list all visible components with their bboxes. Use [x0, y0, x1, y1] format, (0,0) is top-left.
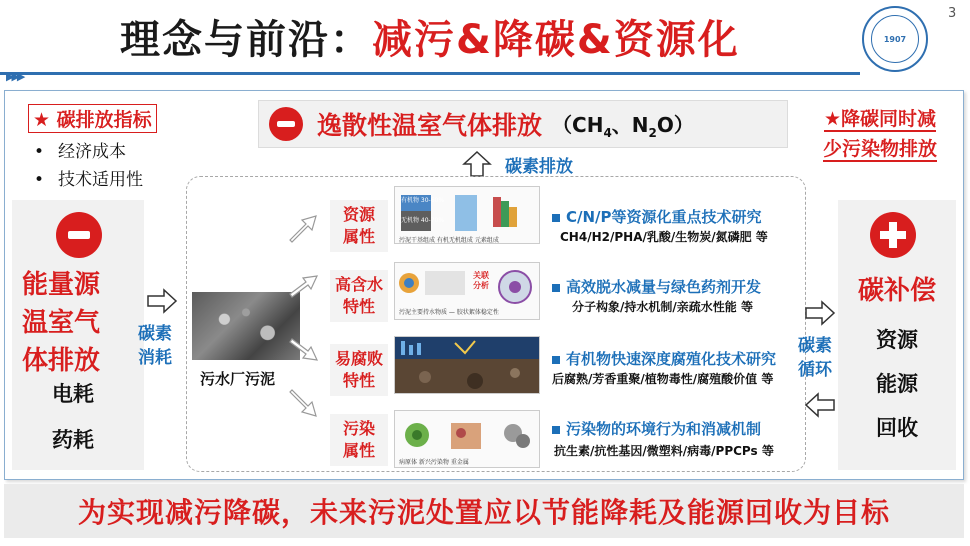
reduce-carbon-note: ★降碳同时减 少污染物排放 [822, 108, 937, 160]
left-arrow-icon [804, 392, 836, 418]
energy-recovery: 能源 [876, 372, 918, 396]
header-divider [0, 72, 860, 75]
electricity-consumption: 电耗 [52, 382, 94, 406]
page-number: 3 [948, 6, 957, 21]
university-logo [862, 6, 928, 72]
indicator-item: • 经济成本 [34, 142, 126, 162]
right-arrow-icon [804, 300, 836, 326]
pollution-property-label: 污染 属性 [330, 414, 388, 466]
high-moisture-property-label: 高含水 特性 [330, 270, 388, 322]
carbon-indicator-heading: ★ 碳排放指标 [28, 104, 157, 133]
pollutant-types-figure: 病原体 新兴污染物 重金属 [394, 410, 540, 468]
energy-source-heading: 能量源 温室气 体排放 [22, 270, 101, 376]
header-arrows-icon: ▶▶▶ [6, 70, 23, 83]
research-subtitle-humification: 后腐熟/芳香重聚/植物毒性/腐殖酸价值 等 [552, 372, 774, 386]
title-part-1: 理念与前沿： [120, 17, 372, 63]
research-subtitle-pollutant: 抗生素/抗性基因/微塑料/病毒/PPCPs 等 [554, 444, 774, 458]
sludge-caption: 污水厂污泥 [200, 370, 276, 388]
resource-property-label: 资源 属性 [330, 200, 388, 252]
carbon-consumption-label: 碳素 消耗 [138, 324, 172, 368]
conclusion-bar [4, 484, 964, 538]
logo-year: 1907 [883, 34, 907, 44]
banner-text: 逸散性温室气体排放 [317, 111, 543, 140]
research-subtitle-dewatering: 分子构象/持水机制/亲疏水性能 等 [572, 300, 753, 314]
research-title-humification: 有机物快速深度腐殖化技术研究 [552, 348, 776, 369]
resource-composition-chart: 有机物 30-60% 无机物 40-70% 污泥干基组成 有机无机组成 元素组成 [394, 186, 540, 244]
red-cross-icon [870, 212, 916, 258]
indicator-list [34, 138, 143, 194]
research-title-resource: C/N/P等资源化重点技术研究 [552, 206, 762, 227]
indicator-item: • 技术适用性 [34, 170, 143, 190]
humification-photo [394, 336, 540, 394]
research-title-pollutant: 污染物的环境行为和消减机制 [552, 418, 761, 439]
gas-formula: （$CH_4$、$N_2O$） [552, 112, 694, 140]
chemical-consumption: 药耗 [52, 428, 94, 452]
resource-recovery: 资源 [876, 328, 918, 352]
minus-circle-icon [269, 107, 303, 141]
carbon-cycle-label: 碳素 循环 [798, 336, 832, 380]
conclusion-text: 为实现减污降碳，未来污泥处置应以节能降耗及能源回收为目标 [77, 496, 890, 529]
moisture-analysis-figure: 关联分析 污泥主要持水物质 — 胶状絮体稳定性 [394, 262, 540, 320]
title-part-2: 减污&降碳&资源化 [372, 17, 740, 63]
perishable-property-label: 易腐败 特性 [330, 344, 388, 396]
recovery-label: 回收 [876, 416, 918, 440]
fugitive-emission-banner [258, 100, 788, 148]
fan-arrows-icon [284, 196, 324, 446]
carbon-emission-label: 碳素排放 [505, 157, 573, 177]
research-title-dewatering: 高效脱水减量与绿色药剂开发 [552, 276, 761, 297]
carbon-compensation-heading: 碳补偿 [857, 276, 936, 306]
research-subtitle-resource: CH4/H2/PHA/乳酸/生物炭/氮磷肥 等 [560, 230, 768, 244]
minus-circle-icon [56, 212, 102, 258]
page-title [120, 8, 740, 65]
right-arrow-icon [146, 288, 178, 314]
up-arrow-icon [462, 150, 492, 178]
